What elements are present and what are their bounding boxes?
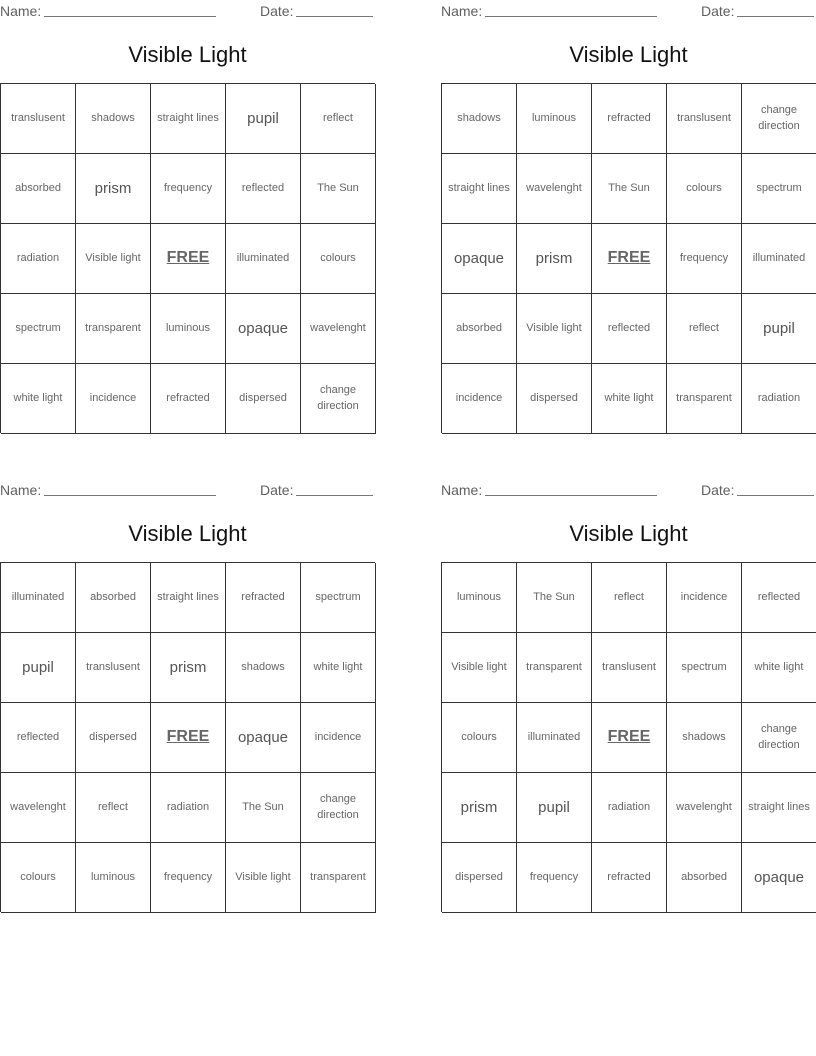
date-label: Date: <box>701 482 735 498</box>
bingo-cell[interactable]: prism <box>151 633 226 703</box>
bingo-cell[interactable]: reflect <box>76 773 151 843</box>
bingo-cell[interactable]: pupil <box>742 294 816 364</box>
bingo-card <box>441 479 816 886</box>
card-header <box>0 479 375 501</box>
bingo-cell[interactable]: transparent <box>301 843 376 913</box>
bingo-cell[interactable]: transparent <box>667 364 742 434</box>
bingo-cell[interactable]: The Sun <box>517 563 592 633</box>
bingo-cell[interactable]: colours <box>1 843 76 913</box>
date-field[interactable] <box>737 3 814 17</box>
bingo-cell[interactable]: radiation <box>742 364 816 434</box>
bingo-grid <box>0 562 375 912</box>
date-field[interactable] <box>296 482 373 496</box>
bingo-cell[interactable]: pupil <box>1 633 76 703</box>
bingo-cell[interactable]: wavelenght <box>667 773 742 843</box>
bingo-card <box>441 0 816 404</box>
bingo-cell[interactable]: prism <box>517 224 592 294</box>
date-label: Date: <box>260 3 294 19</box>
bingo-cell[interactable]: Visible light <box>226 843 301 913</box>
bingo-cell[interactable]: colours <box>667 154 742 224</box>
bingo-cell[interactable]: pupil <box>517 773 592 843</box>
card-header <box>441 0 816 22</box>
bingo-cell[interactable]: absorbed <box>667 843 742 913</box>
bingo-cell[interactable]: wavelenght <box>301 294 376 364</box>
bingo-cell[interactable]: luminous <box>517 84 592 154</box>
bingo-cell[interactable]: refracted <box>226 563 301 633</box>
bingo-card <box>0 479 375 883</box>
date-field[interactable] <box>737 482 814 496</box>
bingo-cell[interactable]: opaque <box>442 224 517 294</box>
card-title: Visible Light <box>128 42 247 67</box>
bingo-cell[interactable]: luminous <box>76 843 151 913</box>
bingo-cell[interactable]: opaque <box>226 294 301 364</box>
bingo-cell[interactable]: incidence <box>442 364 517 434</box>
bingo-cell[interactable]: wavelenght <box>1 773 76 843</box>
bingo-cell[interactable]: white light <box>592 364 667 434</box>
bingo-cell[interactable]: spectrum <box>667 633 742 703</box>
bingo-cell[interactable]: illuminated <box>517 703 592 773</box>
name-field[interactable] <box>44 3 216 17</box>
bingo-cell[interactable]: radiation <box>151 773 226 843</box>
bingo-cell[interactable]: shadows <box>442 84 517 154</box>
bingo-cell[interactable]: transparent <box>517 633 592 703</box>
bingo-cell[interactable]: frequency <box>667 224 742 294</box>
bingo-cell[interactable]: The Sun <box>592 154 667 224</box>
bingo-cell[interactable]: dispersed <box>442 843 517 913</box>
name-label: Name: <box>441 482 483 498</box>
bingo-cell[interactable]: frequency <box>151 843 226 913</box>
name-label: Name: <box>0 3 42 19</box>
bingo-cell[interactable]: opaque <box>742 843 816 913</box>
bingo-cell[interactable]: incidence <box>76 364 151 434</box>
bingo-cell[interactable]: frequency <box>151 154 226 224</box>
bingo-grid <box>441 562 816 912</box>
card-title: Visible Light <box>128 521 247 546</box>
bingo-cell[interactable]: Visible light <box>442 633 517 703</box>
bingo-cell[interactable]: frequency <box>517 843 592 913</box>
bingo-grid <box>441 83 816 433</box>
bingo-cell[interactable]: illuminated <box>226 224 301 294</box>
bingo-cell[interactable]: change direction <box>301 364 376 434</box>
bingo-cell[interactable]: spectrum <box>1 294 76 364</box>
card-header <box>0 0 375 22</box>
bingo-cell[interactable]: Visible light <box>517 294 592 364</box>
date-label: Date: <box>701 3 735 19</box>
bingo-cell[interactable]: prism <box>76 154 151 224</box>
free-space[interactable]: FREE <box>151 703 226 773</box>
bingo-cell[interactable]: dispersed <box>76 703 151 773</box>
bingo-cell[interactable]: The Sun <box>301 154 376 224</box>
free-space[interactable]: FREE <box>592 703 667 773</box>
bingo-cell[interactable]: shadows <box>667 703 742 773</box>
bingo-cell[interactable]: absorbed <box>76 563 151 633</box>
name-label: Name: <box>0 482 42 498</box>
bingo-cell[interactable]: straight lines <box>151 563 226 633</box>
bingo-cell[interactable]: white light <box>1 364 76 434</box>
bingo-cell[interactable]: translusent <box>76 633 151 703</box>
bingo-cell[interactable]: change direction <box>301 773 376 843</box>
bingo-card <box>0 0 375 412</box>
bingo-cell[interactable]: straight lines <box>442 154 517 224</box>
name-label: Name: <box>441 3 483 19</box>
bingo-cell[interactable]: refracted <box>592 84 667 154</box>
bingo-cell[interactable]: reflect <box>592 563 667 633</box>
card-header <box>441 479 816 501</box>
bingo-cell[interactable]: wavelenght <box>517 154 592 224</box>
bingo-cell[interactable]: absorbed <box>442 294 517 364</box>
bingo-cell[interactable]: luminous <box>151 294 226 364</box>
bingo-cell[interactable]: The Sun <box>226 773 301 843</box>
bingo-cell[interactable]: translusent <box>592 633 667 703</box>
bingo-cell[interactable]: Visible light <box>76 224 151 294</box>
bingo-cell[interactable]: reflect <box>301 84 376 154</box>
bingo-cell[interactable]: spectrum <box>742 154 816 224</box>
bingo-cell[interactable]: refracted <box>592 843 667 913</box>
bingo-cell[interactable]: reflected <box>742 563 816 633</box>
bingo-cell[interactable]: reflected <box>226 154 301 224</box>
bingo-cell[interactable]: translusent <box>667 84 742 154</box>
bingo-cell[interactable]: incidence <box>301 703 376 773</box>
date-field[interactable] <box>296 3 373 17</box>
bingo-cell[interactable]: prism <box>442 773 517 843</box>
bingo-cell[interactable]: illuminated <box>1 563 76 633</box>
bingo-cell[interactable]: radiation <box>592 773 667 843</box>
bingo-cell[interactable]: reflect <box>667 294 742 364</box>
bingo-cell[interactable]: dispersed <box>517 364 592 434</box>
bingo-cell[interactable]: change direction <box>742 84 816 154</box>
bingo-cell[interactable]: translusent <box>1 84 76 154</box>
name-field[interactable] <box>485 3 657 17</box>
free-space[interactable]: FREE <box>151 224 226 294</box>
bingo-cell[interactable]: colours <box>301 224 376 294</box>
bingo-cell[interactable]: straight lines <box>742 773 816 843</box>
bingo-cell[interactable]: shadows <box>76 84 151 154</box>
bingo-cell[interactable]: dispersed <box>226 364 301 434</box>
bingo-cell[interactable]: reflected <box>592 294 667 364</box>
bingo-cell[interactable]: straight lines <box>151 84 226 154</box>
card-title: Visible Light <box>569 521 688 546</box>
bingo-cell[interactable]: colours <box>442 703 517 773</box>
bingo-cell[interactable]: change direction <box>742 703 816 773</box>
name-field[interactable] <box>44 482 216 496</box>
bingo-cell[interactable]: incidence <box>667 563 742 633</box>
free-space[interactable]: FREE <box>592 224 667 294</box>
bingo-cell[interactable]: pupil <box>226 84 301 154</box>
bingo-cell[interactable]: illuminated <box>742 224 816 294</box>
bingo-cell[interactable]: spectrum <box>301 563 376 633</box>
bingo-cell[interactable]: white light <box>742 633 816 703</box>
card-title: Visible Light <box>569 42 688 67</box>
bingo-cell[interactable]: radiation <box>1 224 76 294</box>
bingo-cell[interactable]: luminous <box>442 563 517 633</box>
name-field[interactable] <box>485 482 657 496</box>
date-label: Date: <box>260 482 294 498</box>
bingo-cell[interactable]: opaque <box>226 703 301 773</box>
bingo-cell[interactable]: refracted <box>151 364 226 434</box>
bingo-cell[interactable]: transparent <box>76 294 151 364</box>
bingo-cell[interactable]: shadows <box>226 633 301 703</box>
bingo-cell[interactable]: absorbed <box>1 154 76 224</box>
bingo-cell[interactable]: white light <box>301 633 376 703</box>
bingo-cell[interactable]: reflected <box>1 703 76 773</box>
bingo-grid <box>0 83 375 433</box>
